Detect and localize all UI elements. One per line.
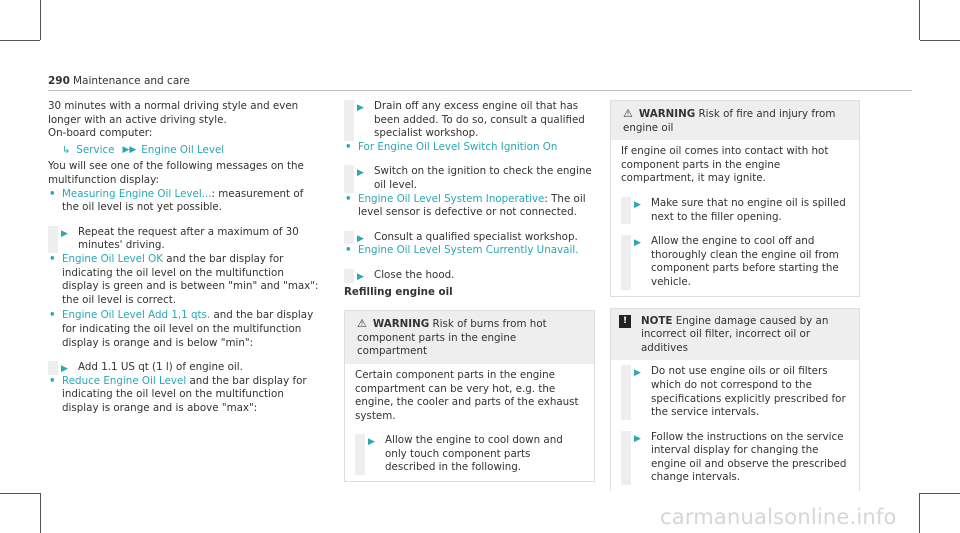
double-chevron-icon: ▶▶ (122, 144, 137, 155)
step-item (621, 431, 849, 485)
watermark: carmanualsonline.info (660, 505, 897, 529)
list-item-text: : measurement of the oil level is not yet possible. (62, 187, 304, 214)
warning-body (611, 140, 859, 295)
step-text: Repeat the request after a maximum of 30 minutes' driving. (78, 225, 299, 252)
step-item (344, 165, 595, 192)
menu-path (48, 144, 323, 158)
step-text: Switch on the ignition to check the engine oil level. (374, 165, 592, 191)
column-2 (344, 100, 595, 482)
list-item (344, 193, 595, 220)
step-item (344, 269, 595, 283)
step-item (344, 231, 595, 245)
warning-body-text: Certain component parts in the engine compartment can be very hot, e.g. the engine, the cooler and parts of the exhaust system. (355, 368, 579, 422)
warning-body-text: If engine oil comes into contact with hot component parts in the engine compartment, it may ignite. (621, 145, 829, 185)
warning-header (345, 311, 594, 364)
bullet-icon: • (345, 244, 352, 257)
bullet-icon: • (49, 187, 56, 200)
crop-mark (40, 493, 41, 533)
crop-mark (0, 40, 40, 41)
warning-label: WARNING (372, 318, 430, 331)
warning-header (611, 101, 859, 140)
warning-body (345, 364, 594, 481)
menu-item-engine-oil-level[interactable]: Engine Oil Level (141, 143, 225, 156)
list-item (48, 253, 323, 307)
step-item (48, 226, 323, 253)
note-heading-text: Engine damage caused by an incorrect oil filter, incorrect oil or additives (641, 314, 829, 354)
play-arrow-icon: ▶ (61, 228, 68, 239)
page-header-title: Maintenance and care (73, 75, 190, 87)
step-text: Drain off any excess engine oil that has been added. To do so, consult a qualified specialist workshop. (374, 100, 585, 140)
list-item-text: and the bar display for indicating the oil level on the multifunction display is orange and is below "min": (62, 309, 314, 349)
message-link[interactable]: For Engine Oil Level Switch Ignition On (358, 140, 558, 153)
play-arrow-icon: ▶ (357, 233, 364, 244)
step-text: Follow the instructions on the service interval display for changing the engine oil and observe the prescribed change intervals. (651, 430, 847, 484)
bullet-icon: • (49, 374, 56, 387)
message-link[interactable]: Engine Oil Level System Currently Unavail. (358, 244, 579, 257)
step-text: Do not use engine oils or oil filters which do not correspond to the specifications explicitly prescribed for the service intervals. (651, 365, 846, 419)
list-item-text: and the bar display for indicating the oil level on the multifunction display is orange and is above "max": (62, 374, 307, 414)
message-link[interactable]: Engine Oil Level Add 1,1 qts. (62, 309, 211, 322)
crop-mark (920, 40, 960, 41)
list-item (344, 141, 595, 155)
page-number: 290 (48, 75, 70, 87)
play-arrow-icon: ▶ (634, 238, 641, 249)
crop-mark (40, 0, 41, 40)
menu-item-service[interactable]: Service (76, 143, 115, 156)
menu-path-arrow-icon: ↳ (62, 144, 71, 156)
column-3 (610, 100, 860, 491)
play-arrow-icon: ▶ (357, 103, 364, 113)
bullet-icon: • (49, 309, 56, 322)
step-text: Consult a qualified specialist workshop. (374, 230, 578, 243)
header-divider (48, 90, 912, 91)
play-arrow-icon: ▶ (368, 437, 375, 448)
see-text: You will see one of the following messages on the multifunction display: (48, 160, 304, 186)
warning-box (610, 100, 860, 297)
intro-text: 30 minutes with a normal driving style and even longer with an active driving style. (48, 100, 299, 126)
step-text: Allow the engine to cool down and only touch component parts described in the following. (385, 434, 563, 474)
crop-mark (919, 493, 920, 533)
step-item (621, 235, 849, 289)
list-item (344, 244, 595, 258)
message-link[interactable]: Reduce Engine Oil Level (62, 374, 187, 387)
message-link[interactable]: Engine Oil Level OK (62, 252, 163, 265)
warning-label: WARNING (638, 108, 696, 120)
warning-heading-text: Risk of fire and injury from engine oil (623, 108, 836, 134)
message-link[interactable]: Measuring Engine Oil Level... (62, 187, 212, 200)
section-subheading: Refilling engine oil (344, 285, 453, 298)
step-item (48, 361, 323, 375)
step-item (621, 365, 849, 419)
warning-heading-text: Risk of burns from hot component parts in the engine compartment (357, 318, 547, 358)
step-item (344, 100, 595, 141)
step-text: Add 1.1 US qt (1 l) of engine oil. (78, 361, 243, 374)
step-text: Allow the engine to cool off and thoroughly clean the engine oil from component parts before starting the vehicle. (651, 235, 839, 288)
list-item (48, 188, 323, 215)
step-item (621, 197, 849, 224)
warning-box (344, 310, 595, 482)
play-arrow-icon: ▶ (357, 168, 364, 179)
bullet-icon: • (345, 192, 352, 205)
crop-mark (920, 493, 960, 494)
list-item (48, 309, 323, 350)
list-item-text: : The oil level sensor is defective or not connected. (358, 192, 586, 219)
exclamation-note-icon: ! (619, 315, 631, 328)
step-text: Make sure that no engine oil is spilled next to the filler opening. (651, 196, 846, 223)
column-1 (48, 100, 323, 415)
play-arrow-icon: ▶ (634, 199, 641, 210)
crop-mark (919, 0, 920, 40)
message-link[interactable]: Engine Oil Level System Inoperative (358, 192, 545, 205)
warning-triangle-icon: ⚠ (357, 317, 367, 331)
bullet-icon: • (49, 252, 56, 265)
crop-mark (0, 493, 40, 494)
note-label: NOTE (641, 314, 673, 327)
step-text: Close the hood. (374, 268, 455, 281)
list-item (48, 375, 323, 416)
play-arrow-icon: ▶ (634, 433, 641, 444)
play-arrow-icon: ▶ (61, 364, 68, 375)
list-item-text: and the bar display for indicating the oil level on the multifunction display is green and is between "min" and "max": the oil level is correct. (62, 252, 319, 306)
onboard-label: On-board computer: (48, 127, 153, 140)
play-arrow-icon: ▶ (357, 271, 364, 282)
bullet-icon: • (345, 140, 352, 153)
note-box (610, 308, 860, 492)
warning-triangle-icon: ⚠ (623, 107, 633, 120)
note-body (611, 360, 859, 491)
play-arrow-icon: ▶ (634, 368, 641, 379)
note-header (611, 309, 859, 361)
step-item (355, 434, 584, 475)
